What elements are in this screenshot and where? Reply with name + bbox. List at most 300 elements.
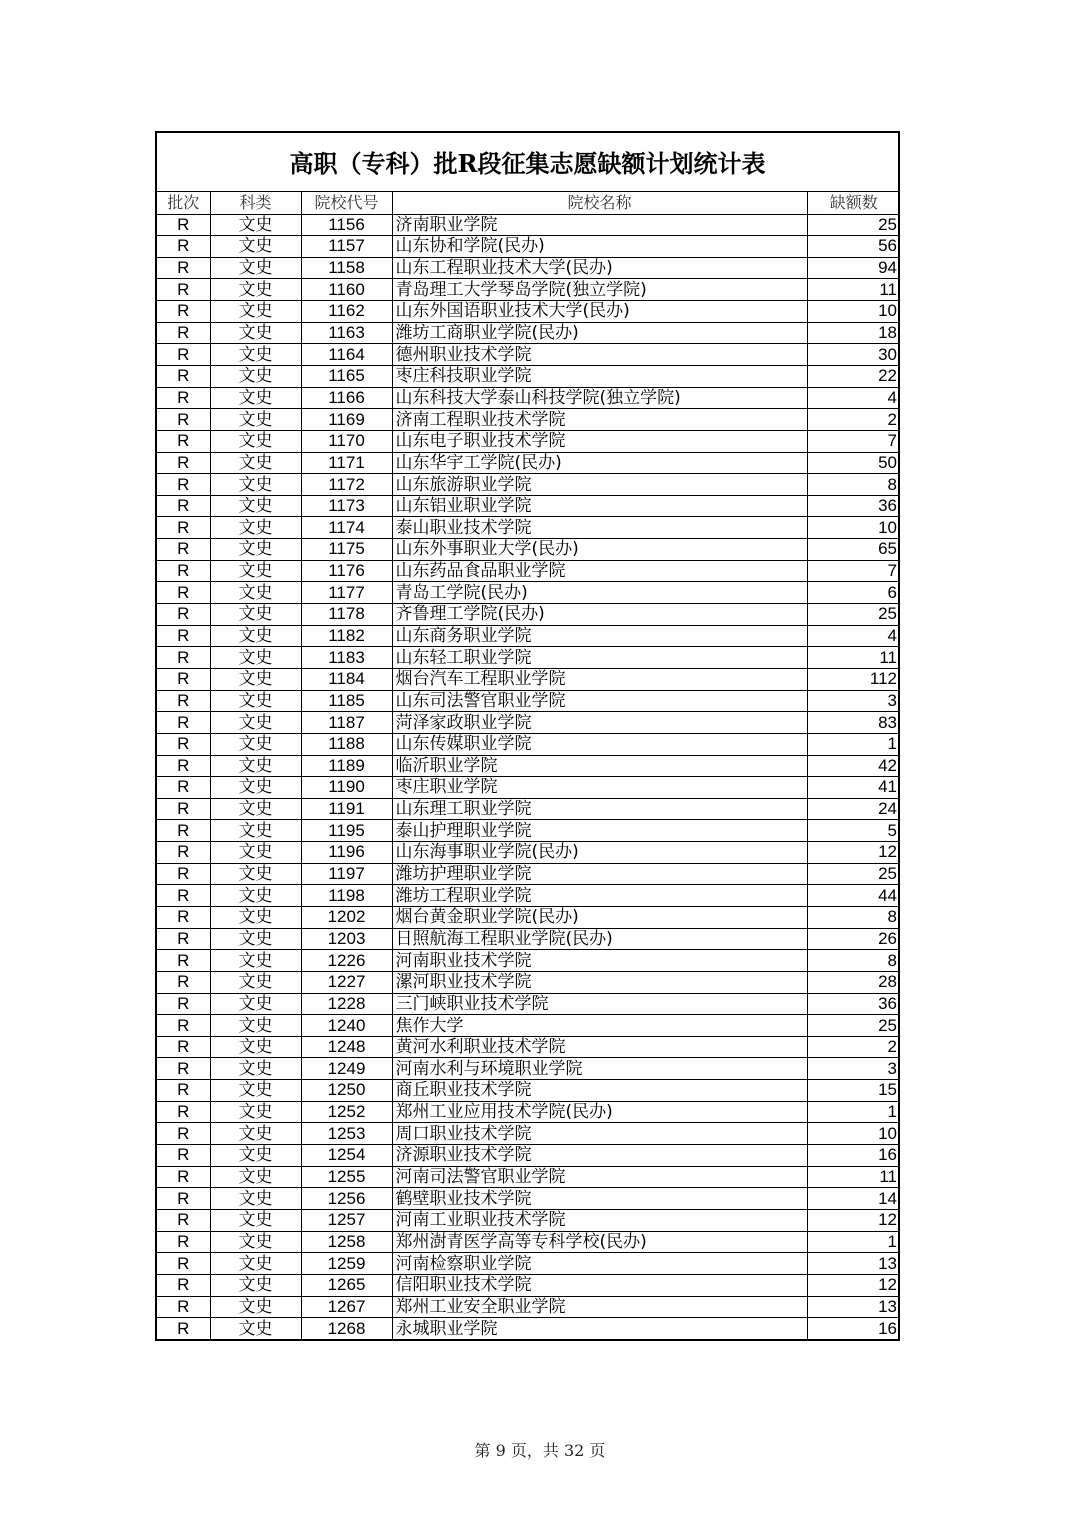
cell-category: 文史: [210, 668, 301, 690]
cell-vacancies: 12: [807, 1209, 900, 1231]
table-row: [157, 257, 900, 279]
cell-category: 文史: [210, 1123, 301, 1145]
cell-category: 文史: [210, 236, 301, 258]
cell-vacancies: 22: [807, 365, 900, 387]
cell-batch: R: [157, 365, 210, 387]
cell-category: 文史: [210, 495, 301, 517]
cell-vacancies: 3: [807, 690, 900, 712]
cell-batch: R: [157, 647, 210, 669]
cell-code: 1248: [301, 1036, 392, 1058]
header-vacancies: 缺额数: [807, 192, 900, 214]
cell-category: 文史: [210, 1318, 301, 1340]
table-row: [157, 885, 900, 907]
cell-code: 1228: [301, 993, 392, 1015]
table-row: [157, 625, 900, 647]
table-row: [157, 474, 900, 496]
cell-code: 1190: [301, 777, 392, 799]
cell-batch: R: [157, 1209, 210, 1231]
cell-name: 山东商务职业学院: [392, 625, 807, 647]
table-row: [157, 1296, 900, 1318]
cell-code: 1268: [301, 1318, 392, 1340]
cell-category: 文史: [210, 1188, 301, 1210]
cell-code: 1202: [301, 907, 392, 929]
table-row: [157, 971, 900, 993]
cell-code: 1157: [301, 236, 392, 258]
cell-batch: R: [157, 1145, 210, 1167]
cell-code: 1170: [301, 430, 392, 452]
cell-code: 1254: [301, 1145, 392, 1167]
cell-name: 山东旅游职业学院: [392, 474, 807, 496]
cell-vacancies: 65: [807, 539, 900, 561]
table-row: [157, 301, 900, 323]
cell-category: 文史: [210, 301, 301, 323]
cell-code: 1175: [301, 539, 392, 561]
cell-code: 1182: [301, 625, 392, 647]
cell-name: 山东海事职业学院(民办): [392, 842, 807, 864]
cell-code: 1184: [301, 668, 392, 690]
cell-code: 1258: [301, 1231, 392, 1253]
cell-category: 文史: [210, 452, 301, 474]
table-row: [157, 1123, 900, 1145]
cell-vacancies: 10: [807, 517, 900, 539]
table-row: [157, 430, 900, 452]
cell-vacancies: 13: [807, 1253, 900, 1275]
cell-batch: R: [157, 1080, 210, 1102]
cell-vacancies: 2: [807, 409, 900, 431]
cell-vacancies: 15: [807, 1080, 900, 1102]
cell-category: 文史: [210, 842, 301, 864]
cell-code: 1226: [301, 950, 392, 972]
cell-code: 1256: [301, 1188, 392, 1210]
cell-vacancies: 25: [807, 863, 900, 885]
cell-name: 山东华宇工学院(民办): [392, 452, 807, 474]
cell-batch: R: [157, 625, 210, 647]
cell-vacancies: 8: [807, 474, 900, 496]
cell-batch: R: [157, 798, 210, 820]
cell-category: 文史: [210, 257, 301, 279]
cell-vacancies: 5: [807, 820, 900, 842]
cell-category: 文史: [210, 971, 301, 993]
table-row: [157, 777, 900, 799]
cell-code: 1267: [301, 1296, 392, 1318]
cell-batch: R: [157, 301, 210, 323]
table-row: [157, 560, 900, 582]
table-row: [157, 517, 900, 539]
cell-name: 焦作大学: [392, 1015, 807, 1037]
cell-name: 济源职业技术学院: [392, 1145, 807, 1167]
cell-name: 枣庄科技职业学院: [392, 365, 807, 387]
cell-vacancies: 44: [807, 885, 900, 907]
cell-code: 1187: [301, 712, 392, 734]
cell-name: 济南工程职业技术学院: [392, 409, 807, 431]
cell-name: 山东轻工职业学院: [392, 647, 807, 669]
cell-batch: R: [157, 257, 210, 279]
cell-batch: R: [157, 582, 210, 604]
cell-code: 1188: [301, 733, 392, 755]
cell-vacancies: 16: [807, 1145, 900, 1167]
header-batch: 批次: [157, 192, 210, 214]
cell-name: 河南职业技术学院: [392, 950, 807, 972]
cell-vacancies: 112: [807, 668, 900, 690]
cell-name: 山东科技大学泰山科技学院(独立学院): [392, 387, 807, 409]
cell-vacancies: 25: [807, 1015, 900, 1037]
table-row: [157, 495, 900, 517]
cell-name: 郑州工业安全职业学院: [392, 1296, 807, 1318]
cell-batch: R: [157, 604, 210, 626]
cell-category: 文史: [210, 365, 301, 387]
cell-vacancies: 2: [807, 1036, 900, 1058]
cell-name: 永城职业学院: [392, 1318, 807, 1340]
cell-vacancies: 24: [807, 798, 900, 820]
table-row: [157, 1253, 900, 1275]
cell-name: 山东外事职业大学(民办): [392, 539, 807, 561]
cell-category: 文史: [210, 1036, 301, 1058]
cell-batch: R: [157, 517, 210, 539]
cell-name: 齐鲁理工学院(民办): [392, 604, 807, 626]
cell-name: 山东铝业职业学院: [392, 495, 807, 517]
cell-code: 1257: [301, 1209, 392, 1231]
cell-name: 菏泽家政职业学院: [392, 712, 807, 734]
cell-category: 文史: [210, 712, 301, 734]
cell-category: 文史: [210, 1015, 301, 1037]
cell-code: 1252: [301, 1101, 392, 1123]
cell-category: 文史: [210, 387, 301, 409]
table-row: [157, 236, 900, 258]
cell-batch: R: [157, 1318, 210, 1340]
statistics-sheet: [155, 131, 900, 1341]
cell-code: 1163: [301, 322, 392, 344]
cell-category: 文史: [210, 647, 301, 669]
cell-batch: R: [157, 1231, 210, 1253]
cell-vacancies: 18: [807, 322, 900, 344]
cell-category: 文史: [210, 625, 301, 647]
cell-name: 泰山护理职业学院: [392, 820, 807, 842]
table-row: [157, 279, 900, 301]
cell-code: 1265: [301, 1274, 392, 1296]
cell-vacancies: 13: [807, 1296, 900, 1318]
cell-category: 文史: [210, 755, 301, 777]
cell-name: 周口职业技术学院: [392, 1123, 807, 1145]
cell-name: 烟台黄金职业学院(民办): [392, 907, 807, 929]
cell-vacancies: 8: [807, 907, 900, 929]
cell-vacancies: 25: [807, 604, 900, 626]
table-row: [157, 409, 900, 431]
cell-code: 1259: [301, 1253, 392, 1275]
cell-batch: R: [157, 452, 210, 474]
cell-code: 1162: [301, 301, 392, 323]
cell-vacancies: 42: [807, 755, 900, 777]
cell-category: 文史: [210, 907, 301, 929]
table-row: [157, 1015, 900, 1037]
cell-category: 文史: [210, 539, 301, 561]
cell-vacancies: 12: [807, 1274, 900, 1296]
table-row: [157, 668, 900, 690]
cell-category: 文史: [210, 993, 301, 1015]
table-row: [157, 907, 900, 929]
header-category: 科类: [210, 192, 301, 214]
cell-batch: R: [157, 668, 210, 690]
cell-name: 河南工业职业技术学院: [392, 1209, 807, 1231]
cell-code: 1183: [301, 647, 392, 669]
cell-category: 文史: [210, 1253, 301, 1275]
cell-code: 1191: [301, 798, 392, 820]
cell-vacancies: 26: [807, 928, 900, 950]
cell-batch: R: [157, 1015, 210, 1037]
cell-name: 枣庄职业学院: [392, 777, 807, 799]
cell-name: 山东工程职业技术大学(民办): [392, 257, 807, 279]
cell-batch: R: [157, 387, 210, 409]
cell-vacancies: 11: [807, 1166, 900, 1188]
cell-category: 文史: [210, 820, 301, 842]
cell-name: 郑州澍青医学高等专科学校(民办): [392, 1231, 807, 1253]
cell-vacancies: 16: [807, 1318, 900, 1340]
cell-batch: R: [157, 733, 210, 755]
cell-vacancies: 50: [807, 452, 900, 474]
table-row: [157, 387, 900, 409]
table-row: [157, 582, 900, 604]
cell-batch: R: [157, 907, 210, 929]
table-row: [157, 1166, 900, 1188]
table-row: [157, 1188, 900, 1210]
cell-name: 漯河职业技术学院: [392, 971, 807, 993]
cell-vacancies: 10: [807, 301, 900, 323]
cell-name: 鹤壁职业技术学院: [392, 1188, 807, 1210]
cell-vacancies: 6: [807, 582, 900, 604]
cell-name: 山东传媒职业学院: [392, 733, 807, 755]
cell-vacancies: 25: [807, 214, 900, 236]
cell-name: 潍坊护理职业学院: [392, 863, 807, 885]
table-row: [157, 1231, 900, 1253]
cell-code: 1173: [301, 495, 392, 517]
cell-batch: R: [157, 1058, 210, 1080]
cell-category: 文史: [210, 1145, 301, 1167]
cell-code: 1196: [301, 842, 392, 864]
cell-name: 山东理工职业学院: [392, 798, 807, 820]
table-row: [157, 539, 900, 561]
cell-category: 文史: [210, 582, 301, 604]
cell-category: 文史: [210, 517, 301, 539]
cell-batch: R: [157, 993, 210, 1015]
table-row: [157, 1036, 900, 1058]
cell-vacancies: 10: [807, 1123, 900, 1145]
table-row: [157, 1318, 900, 1340]
cell-batch: R: [157, 430, 210, 452]
cell-category: 文史: [210, 560, 301, 582]
cell-code: 1250: [301, 1080, 392, 1102]
page-footer: 第 9 页，共 32 页: [474, 1441, 606, 1460]
table-row: [157, 863, 900, 885]
table-row: [157, 733, 900, 755]
cell-name: 潍坊工程职业学院: [392, 885, 807, 907]
table-row: [157, 1058, 900, 1080]
table-row: [157, 452, 900, 474]
table-row: [157, 1145, 900, 1167]
cell-batch: R: [157, 1296, 210, 1318]
cell-code: 1203: [301, 928, 392, 950]
cell-name: 山东电子职业技术学院: [392, 430, 807, 452]
table-row: [157, 214, 900, 236]
cell-category: 文史: [210, 733, 301, 755]
cell-name: 商丘职业技术学院: [392, 1080, 807, 1102]
cell-vacancies: 7: [807, 430, 900, 452]
cell-name: 潍坊工商职业学院(民办): [392, 322, 807, 344]
cell-code: 1189: [301, 755, 392, 777]
cell-vacancies: 3: [807, 1058, 900, 1080]
cell-category: 文史: [210, 604, 301, 626]
cell-category: 文史: [210, 344, 301, 366]
cell-code: 1165: [301, 365, 392, 387]
cell-code: 1227: [301, 971, 392, 993]
cell-category: 文史: [210, 322, 301, 344]
table-row: [157, 755, 900, 777]
cell-code: 1195: [301, 820, 392, 842]
header-name: 院校名称: [392, 192, 807, 214]
cell-category: 文史: [210, 1296, 301, 1318]
cell-vacancies: 41: [807, 777, 900, 799]
cell-name: 德州职业技术学院: [392, 344, 807, 366]
cell-code: 1164: [301, 344, 392, 366]
cell-batch: R: [157, 322, 210, 344]
vacancy-table: [157, 192, 900, 1339]
cell-code: 1249: [301, 1058, 392, 1080]
cell-name: 信阳职业技术学院: [392, 1274, 807, 1296]
table-row: [157, 993, 900, 1015]
table-body: [157, 214, 900, 1339]
table-row: [157, 798, 900, 820]
cell-vacancies: 8: [807, 950, 900, 972]
table-title: 高职（专科）批R段征集志愿缺额计划统计表: [157, 133, 898, 192]
table-row: [157, 647, 900, 669]
cell-code: 1185: [301, 690, 392, 712]
table-row: [157, 344, 900, 366]
cell-name: 河南检察职业学院: [392, 1253, 807, 1275]
cell-name: 山东协和学院(民办): [392, 236, 807, 258]
cell-name: 山东药品食品职业学院: [392, 560, 807, 582]
cell-batch: R: [157, 1253, 210, 1275]
cell-name: 山东外国语职业技术大学(民办): [392, 301, 807, 323]
cell-batch: R: [157, 1123, 210, 1145]
cell-batch: R: [157, 409, 210, 431]
cell-category: 文史: [210, 777, 301, 799]
table-row: [157, 712, 900, 734]
cell-batch: R: [157, 842, 210, 864]
cell-name: 日照航海工程职业学院(民办): [392, 928, 807, 950]
cell-batch: R: [157, 344, 210, 366]
cell-vacancies: 56: [807, 236, 900, 258]
cell-category: 文史: [210, 863, 301, 885]
cell-name: 河南水利与环境职业学院: [392, 1058, 807, 1080]
cell-batch: R: [157, 560, 210, 582]
table-row: [157, 1080, 900, 1102]
cell-vacancies: 36: [807, 495, 900, 517]
cell-vacancies: 30: [807, 344, 900, 366]
table-row: [157, 950, 900, 972]
cell-name: 泰山职业技术学院: [392, 517, 807, 539]
table-row: [157, 842, 900, 864]
cell-category: 文史: [210, 430, 301, 452]
cell-code: 1160: [301, 279, 392, 301]
cell-batch: R: [157, 863, 210, 885]
cell-code: 1255: [301, 1166, 392, 1188]
cell-name: 山东司法警官职业学院: [392, 690, 807, 712]
cell-vacancies: 1: [807, 1231, 900, 1253]
cell-batch: R: [157, 755, 210, 777]
table-row: [157, 690, 900, 712]
cell-batch: R: [157, 1101, 210, 1123]
table-row: [157, 1274, 900, 1296]
cell-batch: R: [157, 214, 210, 236]
cell-batch: R: [157, 1036, 210, 1058]
cell-vacancies: 28: [807, 971, 900, 993]
table-row: [157, 1101, 900, 1123]
cell-category: 文史: [210, 474, 301, 496]
cell-batch: R: [157, 1188, 210, 1210]
cell-code: 1174: [301, 517, 392, 539]
cell-vacancies: 1: [807, 1101, 900, 1123]
cell-category: 文史: [210, 690, 301, 712]
table-row: [157, 604, 900, 626]
cell-batch: R: [157, 971, 210, 993]
cell-name: 济南职业学院: [392, 214, 807, 236]
cell-vacancies: 14: [807, 1188, 900, 1210]
table-row: [157, 820, 900, 842]
table-row: [157, 928, 900, 950]
cell-category: 文史: [210, 1209, 301, 1231]
cell-vacancies: 94: [807, 257, 900, 279]
cell-batch: R: [157, 495, 210, 517]
cell-category: 文史: [210, 279, 301, 301]
cell-batch: R: [157, 539, 210, 561]
cell-code: 1171: [301, 452, 392, 474]
cell-name: 河南司法警官职业学院: [392, 1166, 807, 1188]
cell-vacancies: 12: [807, 842, 900, 864]
table-row: [157, 1209, 900, 1231]
cell-code: 1156: [301, 214, 392, 236]
cell-code: 1176: [301, 560, 392, 582]
cell-category: 文史: [210, 409, 301, 431]
cell-batch: R: [157, 690, 210, 712]
cell-category: 文史: [210, 1231, 301, 1253]
cell-code: 1169: [301, 409, 392, 431]
cell-name: 临沂职业学院: [392, 755, 807, 777]
cell-vacancies: 4: [807, 387, 900, 409]
cell-vacancies: 7: [807, 560, 900, 582]
cell-batch: R: [157, 712, 210, 734]
cell-name: 烟台汽车工程职业学院: [392, 668, 807, 690]
cell-vacancies: 11: [807, 647, 900, 669]
cell-code: 1178: [301, 604, 392, 626]
cell-batch: R: [157, 1274, 210, 1296]
cell-category: 文史: [210, 928, 301, 950]
cell-vacancies: 83: [807, 712, 900, 734]
cell-code: 1253: [301, 1123, 392, 1145]
cell-category: 文史: [210, 1058, 301, 1080]
cell-batch: R: [157, 928, 210, 950]
table-header-row: [157, 192, 900, 214]
cell-batch: R: [157, 236, 210, 258]
cell-category: 文史: [210, 1274, 301, 1296]
cell-batch: R: [157, 279, 210, 301]
cell-batch: R: [157, 474, 210, 496]
cell-category: 文史: [210, 950, 301, 972]
cell-code: 1172: [301, 474, 392, 496]
cell-batch: R: [157, 1166, 210, 1188]
cell-name: 郑州工业应用技术学院(民办): [392, 1101, 807, 1123]
cell-category: 文史: [210, 798, 301, 820]
cell-batch: R: [157, 820, 210, 842]
cell-code: 1197: [301, 863, 392, 885]
cell-code: 1166: [301, 387, 392, 409]
